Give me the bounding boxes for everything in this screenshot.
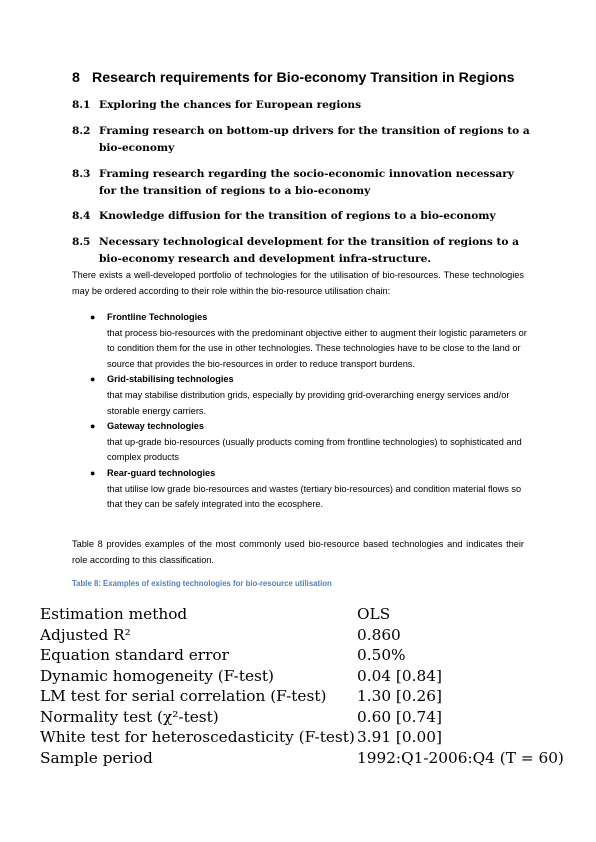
section-number: 8.3 [72,168,91,180]
section-heading-8-1 [72,97,532,114]
row-label: Dynamic homogeneity (F-test) [40,666,275,685]
technology-description: that process bio-resources with the predominant objective either to augment their logistic parameters or to condition them for the use in other technologies. These technologies have to be close to the land or source that provides the bio-resources in order to reduce transport burdens. [107,327,527,369]
estimation-results-table [40,604,570,768]
table-row [40,727,570,748]
intro-paragraph: There exists a well-developed portfolio of technologies for the utilisation of bio-resources. These technologies may be ordered according to their role within the bio-resource utilisation chain: [72,270,524,296]
row-label: Estimation method [40,605,188,623]
row-value: 0.50% [357,646,406,664]
row-value: 0.860 [357,625,401,644]
technology-term: Grid-stabilising technologies [107,374,234,385]
row-value: 1.30 [0.26] [357,687,442,705]
section-number: 8.1 [72,99,91,111]
row-value: 0.60 [0.74] [357,707,442,726]
technology-description: that utilise low grade bio-resources and wastes (tertiary bio-resources) and condition material flows so that they can be safely integrated into the ecosphere. [107,483,522,510]
list-item [90,419,530,466]
technology-description: that up-grade bio-resources (usually products coming from frontline technologies) to sophisticated and complex products [107,436,522,463]
chapter-heading [72,69,542,87]
bullet-icon: ● [90,312,96,322]
section-title: Framing research on bottom-up drivers for the transition of regions to a bio-economy [99,125,530,154]
table-row [40,707,570,728]
chapter-number: 8 [72,70,80,86]
row-label: Adjusted R² [40,625,131,644]
list-item [90,372,530,419]
row-value: 3.91 [0.00] [357,728,442,746]
section-title: Knowledge diffusion for the transition of regions to a bio-economy [99,210,496,222]
table-row [40,604,570,625]
table-row [40,666,570,687]
row-label: LM test for serial correlation (F-test) [40,687,327,705]
bullet-icon: ● [90,467,96,478]
row-value: 0.04 [0.84] [357,666,442,685]
section-number: 8.5 [72,236,91,248]
section-number: 8.4 [72,210,91,222]
section-title: Necessary technological development for the transition of regions to a bio-economy research and development infra-structure. [99,236,520,265]
table-caption: Table 8: Examples of existing technologies for bio-resource utilisation [72,579,332,588]
table-row [40,686,570,707]
row-value: 1992:Q1-2006:Q4 (T = 60) [357,748,564,767]
row-label: Equation standard error [40,646,229,664]
table-row [40,625,570,646]
row-label: Normality test (χ²-test) [40,707,219,726]
section-heading-8-5 [72,234,532,267]
table-row [40,645,570,666]
technology-term: Rear-guard technologies [107,467,216,478]
row-label: White test for heteroscedasticity (F-test) [40,728,355,746]
section-heading-8-3 [72,166,532,199]
bullet-icon: ● [90,374,96,385]
chapter-title: Research requirements for Bio-economy Transition in Regions [92,70,515,86]
section-heading-8-4 [72,208,532,225]
table-note-paragraph: Table 8 provides examples of the most commonly used bio-resource based technologies and indicates their role according to this classification. [72,539,524,565]
technology-list [90,310,530,513]
section-title: Framing research regarding the socio-economic innovation necessary for the transition of regions to a bio-economy [99,168,514,197]
row-value: OLS [357,605,391,623]
row-label: Sample period [40,748,153,767]
list-item [90,466,530,513]
bullet-icon: ● [90,421,96,432]
table-row [40,748,570,769]
technology-term: Gateway technologies [107,421,205,432]
section-number: 8.2 [72,125,91,137]
list-item [90,310,530,372]
section-title: Exploring the chances for European regions [99,99,362,111]
section-heading-8-2 [72,123,532,156]
technology-term: Frontline Technologies [107,312,208,322]
technology-description: that may stabilise distribution grids, especially by providing grid-overarching energy services and/or storable energy carriers. [107,389,510,416]
